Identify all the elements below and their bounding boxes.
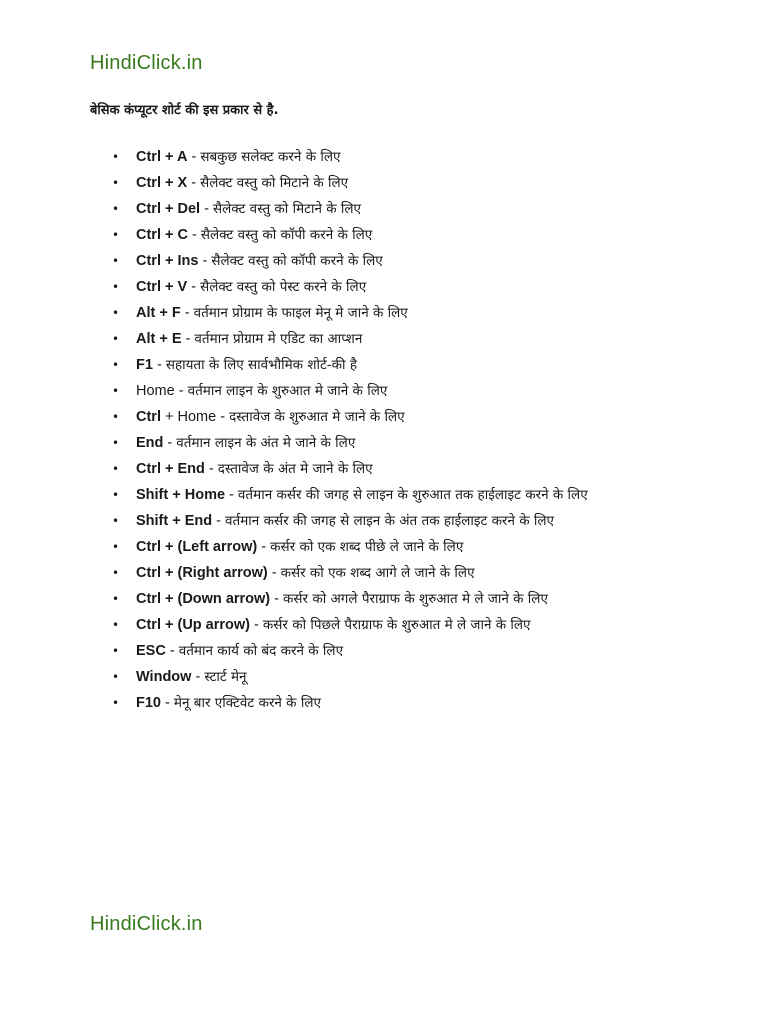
shortcut-keys: F1 xyxy=(136,357,153,373)
shortcut-description: सैलेक्ट वस्तु को मिटाने के लिए xyxy=(200,175,349,191)
shortcut-description: मेनू बार एक्टिवेट करने के लिए xyxy=(173,695,321,711)
shortcut-item xyxy=(112,482,696,508)
shortcut-separator: - xyxy=(200,201,213,217)
bullet-icon: • xyxy=(112,150,120,164)
shortcut-item xyxy=(112,326,696,352)
shortcut-item xyxy=(112,508,696,534)
shortcut-description: वर्तमान प्रोग्राम के फाइल मेनू मे जाने के लिए xyxy=(193,305,408,321)
bullet-icon: • xyxy=(112,384,120,398)
shortcut-item xyxy=(112,300,696,326)
bullet-icon: • xyxy=(112,280,120,294)
shortcut-item xyxy=(112,196,696,222)
bullet-icon: • xyxy=(112,436,120,450)
shortcut-separator: - xyxy=(163,435,177,451)
bullet-icon: • xyxy=(112,462,120,476)
shortcut-separator: - xyxy=(198,253,212,269)
shortcut-keys-suffix: + Home xyxy=(160,409,217,425)
shortcut-description: कर्सर को पिछले पैराग्राफ के शुरुआत मे ले जाने के लिए xyxy=(262,617,531,633)
shortcut-keys: Window xyxy=(136,669,192,685)
shortcut-item xyxy=(112,274,696,300)
shortcut-description: वर्तमान कर्सर की जगह से लाइन के शुरुआत तक हाईलाइट करने के लिए xyxy=(237,487,588,503)
bullet-icon: • xyxy=(112,566,120,580)
shortcut-separator: - xyxy=(161,695,174,711)
shortcut-keys: Ctrl + (Left arrow) xyxy=(136,539,258,555)
shortcut-item xyxy=(112,352,696,378)
site-brand-footer: HindiClick.in xyxy=(90,913,203,935)
shortcut-description: सैलेक्ट वस्तु को कॉपी करने के लिए xyxy=(200,227,373,243)
shortcut-keys: Shift + Home xyxy=(136,487,226,503)
shortcut-item xyxy=(112,378,696,404)
shortcut-item xyxy=(112,248,696,274)
shortcut-item xyxy=(112,586,696,612)
bullet-icon: • xyxy=(112,254,120,268)
site-brand-header: HindiClick.in xyxy=(90,52,203,74)
shortcut-separator: - xyxy=(257,539,271,555)
shortcut-keys: Ctrl + Ins xyxy=(136,253,199,269)
shortcut-separator: - xyxy=(187,149,201,165)
shortcut-item xyxy=(112,430,696,456)
shortcut-item xyxy=(112,534,696,560)
bullet-icon: • xyxy=(112,358,120,372)
shortcut-item xyxy=(112,612,696,638)
shortcut-keys: Ctrl + C xyxy=(136,227,188,243)
shortcut-description: दस्तावेज के शुरुआत मे जाने के लिए xyxy=(229,409,405,425)
shortcut-keys: Ctrl + V xyxy=(136,279,188,295)
bullet-icon: • xyxy=(112,488,120,502)
shortcut-separator: - xyxy=(187,279,201,295)
shortcut-separator: - xyxy=(152,357,166,373)
shortcut-separator: - xyxy=(165,643,179,659)
shortcut-description: वर्तमान प्रोग्राम मे एडिट का आप्शन xyxy=(194,331,363,347)
bullet-icon: • xyxy=(112,696,120,710)
bullet-icon: • xyxy=(112,306,120,320)
shortcut-keys: Ctrl + End xyxy=(136,461,205,477)
bullet-icon: • xyxy=(112,540,120,554)
shortcut-description: सैलेक्ट वस्तु को मिटाने के लिए xyxy=(212,201,362,217)
shortcut-item xyxy=(112,144,696,170)
bullet-icon: • xyxy=(112,228,120,242)
shortcut-separator: - xyxy=(204,461,218,477)
bullet-icon: • xyxy=(112,592,120,606)
shortcut-description: वर्तमान कर्सर की जगह से लाइन के अंत तक हाईलाइट करने के लिए xyxy=(225,513,555,529)
shortcut-keys: Ctrl + X xyxy=(136,175,188,191)
shortcut-keys: Shift + End xyxy=(136,513,213,529)
shortcut-separator: - xyxy=(212,513,226,529)
shortcut-separator: - xyxy=(250,617,263,633)
shortcut-description: कर्सर को अगले पैराग्राफ के शुरुआत मे ले जाने के लिए xyxy=(283,591,548,607)
bullet-icon: • xyxy=(112,618,120,632)
shortcut-keys: Alt + E xyxy=(136,331,182,347)
bullet-icon: • xyxy=(112,644,120,658)
shortcut-keys: Alt + F xyxy=(136,305,181,321)
shortcut-description: स्टार्ट मेनू xyxy=(204,669,247,685)
shortcut-separator: - xyxy=(216,409,230,425)
bullet-icon: • xyxy=(112,670,120,684)
bullet-icon: • xyxy=(112,514,120,528)
shortcut-separator: - xyxy=(180,305,194,321)
bullet-icon: • xyxy=(112,332,120,346)
shortcut-item xyxy=(112,638,696,664)
shortcut-separator: - xyxy=(225,487,238,503)
shortcut-keys: Ctrl + (Down arrow) xyxy=(136,591,271,607)
shortcut-description: वर्तमान कार्य को बंद करने के लिए xyxy=(178,643,344,659)
shortcut-keys: Ctrl + A xyxy=(136,149,188,165)
intro-heading: बेसिक कंप्यूटर शोर्ट की इस प्रकार से है. xyxy=(90,103,279,118)
shortcut-keys: Ctrl + Del xyxy=(136,201,201,217)
shortcut-separator: - xyxy=(181,331,195,347)
shortcut-item xyxy=(112,456,696,482)
shortcut-keys: F10 xyxy=(136,695,161,711)
shortcut-keys: ESC xyxy=(136,643,166,659)
shortcut-item xyxy=(112,664,696,690)
shortcut-item xyxy=(112,560,696,586)
shortcut-separator: - xyxy=(174,383,188,399)
shortcut-keys: End xyxy=(136,435,164,451)
shortcut-description: कर्सर को एक शब्द पीछे ले जाने के लिए xyxy=(270,539,464,555)
shortcut-description: सैलेक्ट वस्तु को पेस्ट करने के लिए xyxy=(200,279,367,295)
shortcut-keys: Ctrl xyxy=(136,409,161,425)
shortcut-description: सबकुछ सलेक्ट करने के लिए xyxy=(200,149,341,165)
shortcut-separator: - xyxy=(187,175,201,191)
shortcut-keys: Ctrl + (Up arrow) xyxy=(136,617,250,633)
shortcut-separator: - xyxy=(187,227,201,243)
shortcut-description: वर्तमान लाइन के अंत मे जाने के लिए xyxy=(176,435,356,451)
bullet-icon: • xyxy=(112,410,120,424)
shortcut-keys: Ctrl + (Right arrow) xyxy=(136,565,268,581)
shortcut-separator: - xyxy=(267,565,281,581)
bullet-icon: • xyxy=(112,202,120,216)
shortcut-item xyxy=(112,690,696,716)
shortcut-item xyxy=(112,170,696,196)
shortcut-description: वर्तमान लाइन के शुरुआत मे जाने के लिए xyxy=(187,383,388,399)
shortcut-description: दस्तावेज के अंत मे जाने के लिए xyxy=(217,461,373,477)
shortcut-separator: - xyxy=(191,669,205,685)
shortcut-item xyxy=(112,222,696,248)
bullet-icon: • xyxy=(112,176,120,190)
shortcut-list xyxy=(112,144,696,716)
shortcut-separator: - xyxy=(270,591,284,607)
shortcut-description: कर्सर को एक शब्द आगे ले जाने के लिए xyxy=(280,565,475,581)
shortcut-description: सहायता के लिए सार्वभौमिक शोर्ट-की है xyxy=(165,357,358,373)
shortcut-item xyxy=(112,404,696,430)
shortcut-description: सैलेक्ट वस्तु को कॉपी करने के लिए xyxy=(211,253,383,269)
shortcut-keys: Home xyxy=(136,383,175,399)
